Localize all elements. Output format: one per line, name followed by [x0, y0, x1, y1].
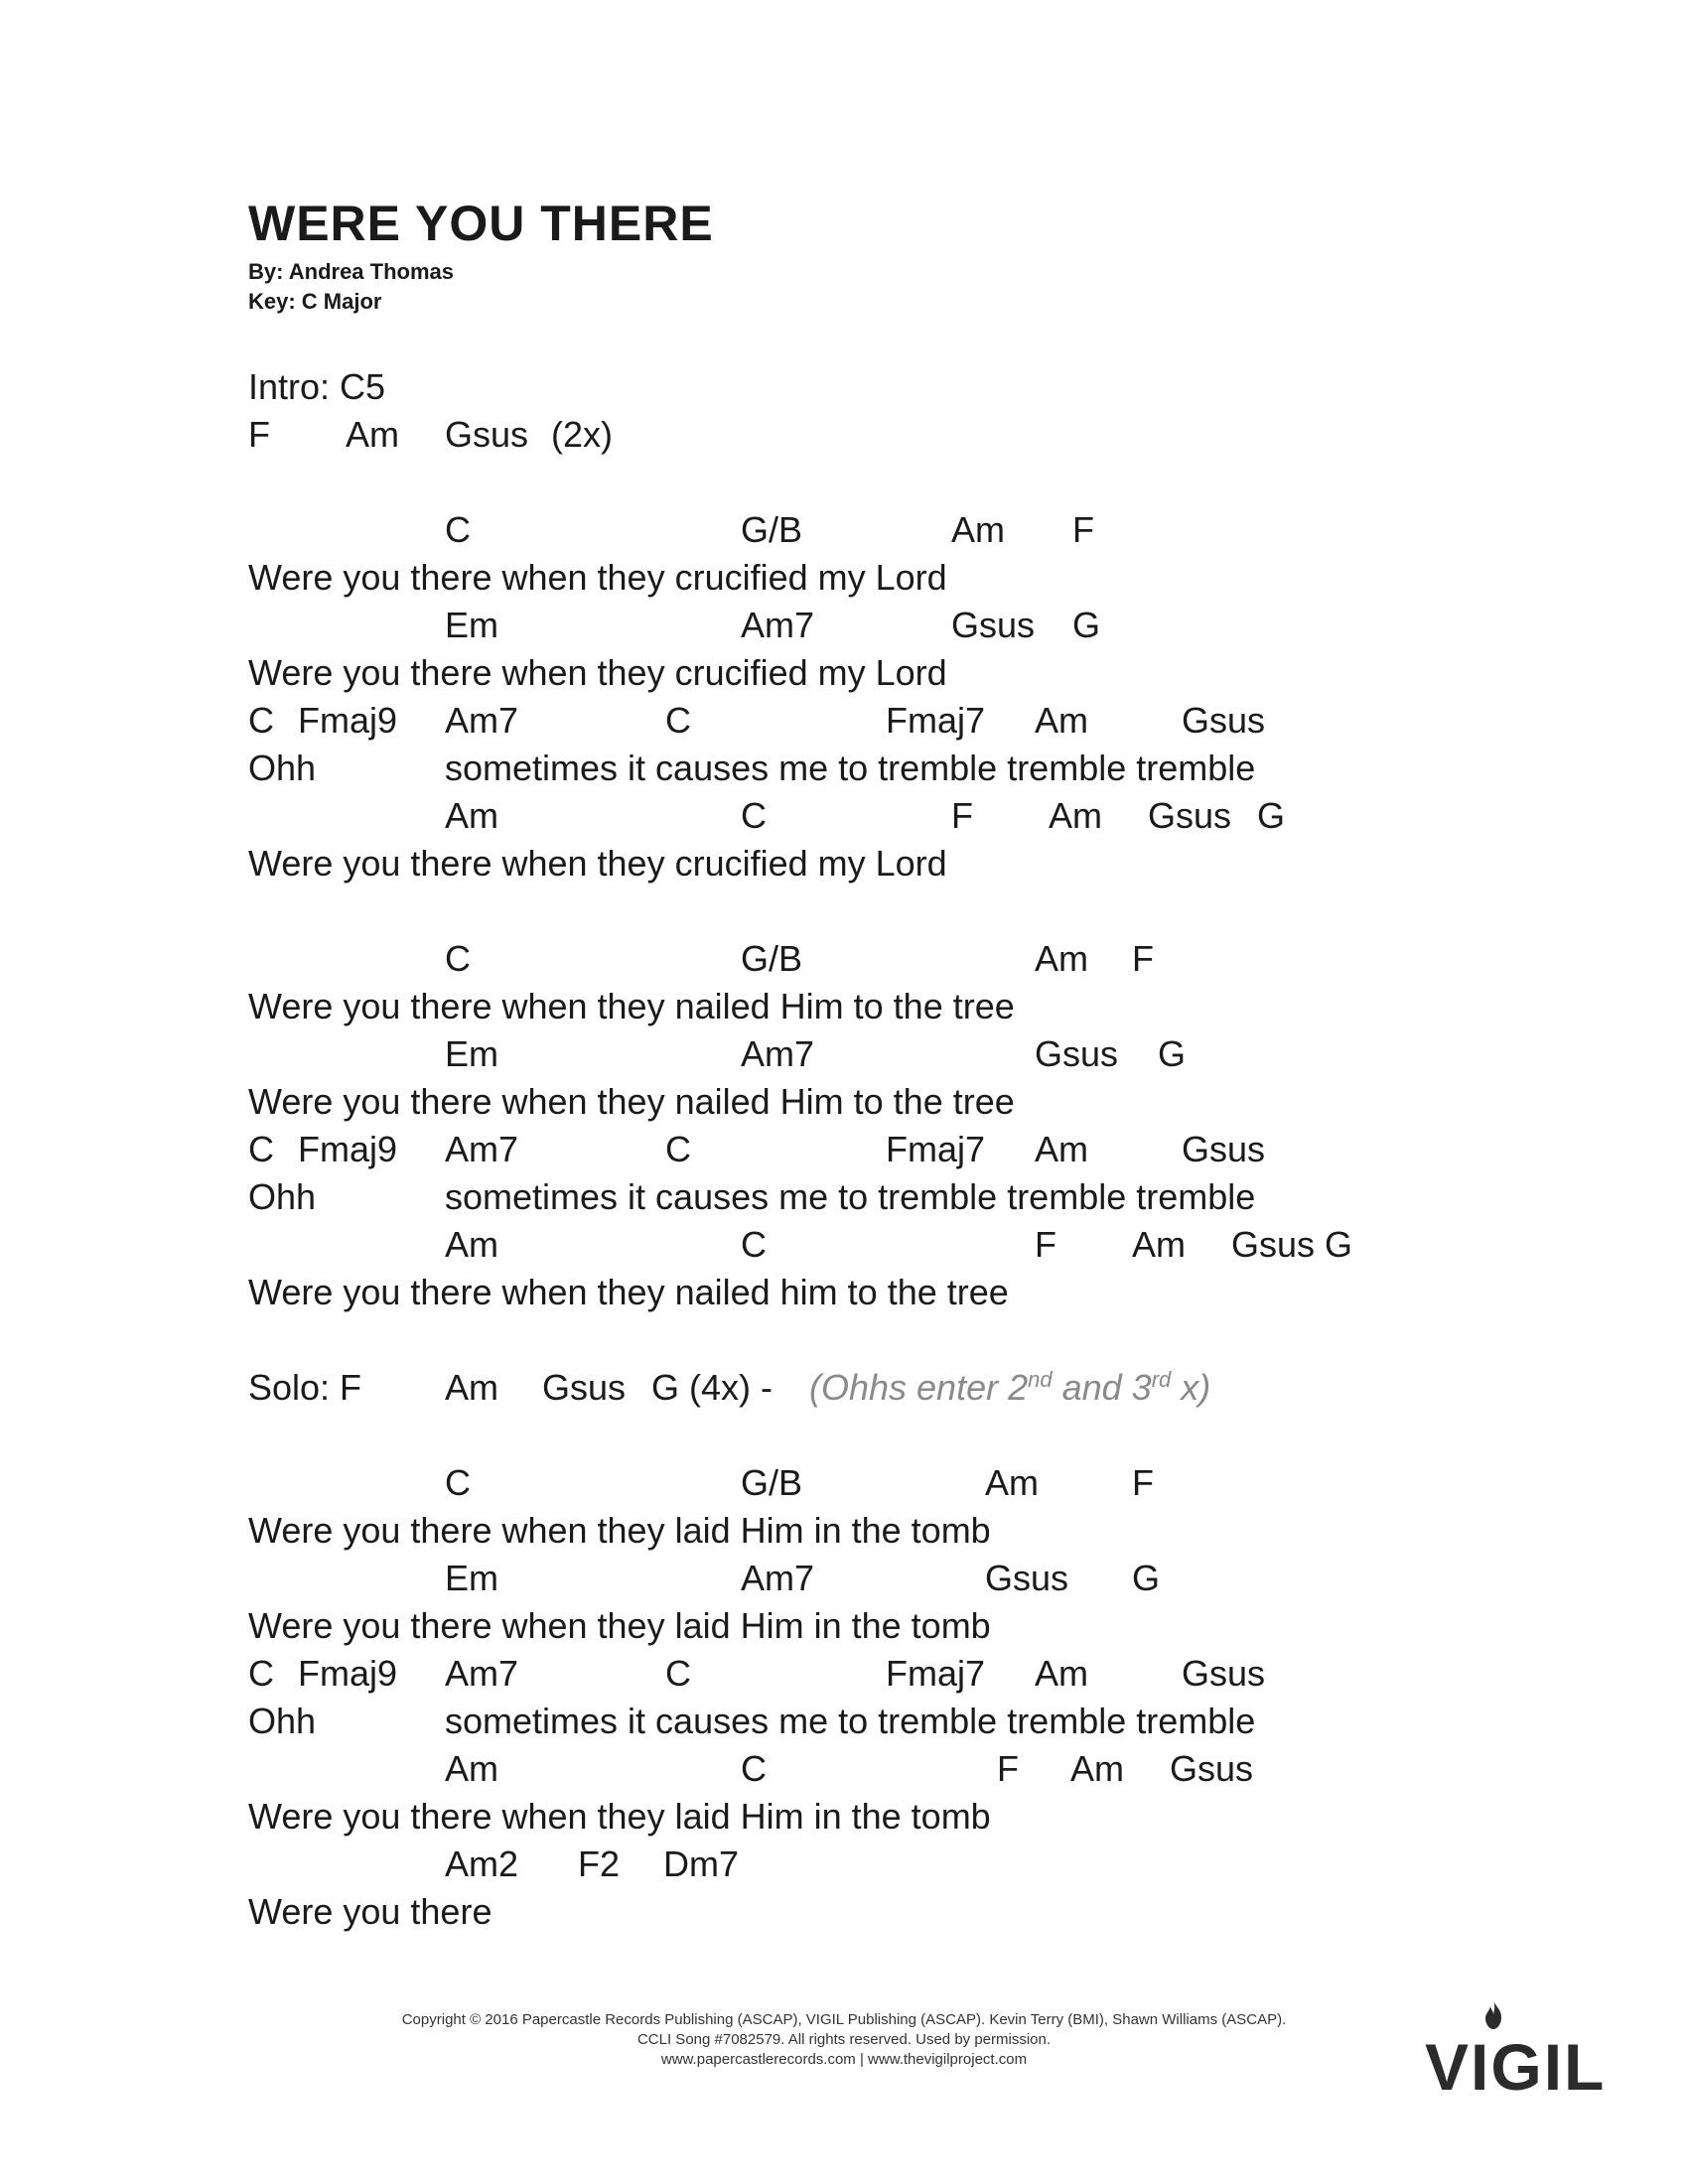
chord: Fmaj9: [298, 700, 398, 741]
copyright-footer: [338, 2010, 1350, 2070]
chord: Gsus: [985, 1558, 1069, 1598]
lyric-line: Were you there when they laid Him in the tomb: [248, 1796, 991, 1837]
chord: Am: [1035, 1129, 1088, 1169]
chord: Am: [1132, 1224, 1186, 1265]
chord: Fmaj7: [886, 1653, 986, 1694]
website-links: www.papercastlerecords.com | www.thevigilproject.com: [660, 2051, 1028, 2068]
solo-note: [809, 1367, 1211, 1408]
chord: Gsus: [1148, 795, 1232, 836]
chord: Gsus: [1182, 1129, 1266, 1169]
chord: Gsus: [951, 605, 1036, 645]
ccli-line: CCLI Song #7082579. All rights reserved. Used by permission.: [636, 2031, 1052, 2048]
lyric-line: sometimes it causes me to tremble tremble tremble: [445, 1701, 1256, 1741]
chord: Am: [1070, 1748, 1124, 1789]
lyric-line: Were you there when they nailed him to the tree: [248, 1272, 1009, 1312]
chord: Gsus: [1182, 700, 1266, 741]
chord: Am7: [445, 700, 519, 741]
chord: Am2: [445, 1843, 519, 1884]
chord: (2x): [551, 414, 613, 455]
chord: F: [997, 1748, 1019, 1789]
chord: Fmaj9: [298, 1653, 398, 1694]
chord: Am7: [741, 1558, 815, 1598]
chord: Gsus: [542, 1367, 627, 1408]
solo-note-part: x): [1171, 1367, 1211, 1408]
flame-icon: [1481, 2000, 1505, 2030]
chord: C: [665, 700, 691, 741]
chord: Em: [445, 1558, 498, 1598]
chord: C: [445, 938, 471, 979]
chord: F2: [578, 1843, 621, 1884]
chord: Am: [951, 509, 1005, 550]
chord: Gsus: [1035, 1033, 1119, 1074]
chord: Am: [445, 1748, 498, 1789]
lyric-line: Were you there when they nailed Him to the tree: [248, 986, 1015, 1026]
solo-label: Solo: F: [248, 1367, 362, 1408]
chord: C: [665, 1653, 691, 1694]
chord: C: [445, 1462, 471, 1503]
logo-wordmark: VIGIL: [1425, 2030, 1607, 2104]
lyric-line: Ohh: [248, 748, 317, 788]
chord: C: [248, 1129, 274, 1169]
chord: Fmaj9: [298, 1129, 398, 1169]
chord: Gsus: [1182, 1653, 1266, 1694]
chord: Em: [445, 605, 498, 645]
chord: G: [1072, 605, 1101, 645]
chord: C: [248, 700, 274, 741]
solo-note-part: and 3: [1052, 1367, 1152, 1408]
chord: F: [1035, 1224, 1056, 1265]
chord: Gsus: [1170, 1748, 1254, 1789]
chord: C: [445, 509, 471, 550]
chord: Fmaj7: [886, 700, 986, 741]
chord: Am: [1035, 1653, 1088, 1694]
song-title: WERE YOU THERE: [248, 196, 714, 251]
chord: F: [248, 414, 270, 455]
chord: G/B: [741, 1462, 803, 1503]
chord: F: [1072, 509, 1094, 550]
lyric-line: sometimes it causes me to tremble tremble tremble: [445, 1176, 1256, 1217]
chord: G/B: [741, 938, 803, 979]
chord: G: [1257, 795, 1286, 836]
chord: Am7: [741, 605, 815, 645]
chord: Am7: [445, 1653, 519, 1694]
intro-label: Intro: C5: [248, 366, 386, 407]
chord: F: [951, 795, 973, 836]
ordinal-suffix: nd: [1028, 1367, 1053, 1392]
vigil-logo: [1425, 2000, 1607, 2104]
lyric-line: Were you there when they laid Him in the tomb: [248, 1605, 991, 1646]
lyric-line: Were you there when they nailed Him to the tree: [248, 1081, 1015, 1122]
chord: Am: [445, 795, 498, 836]
chord: G: [1158, 1033, 1187, 1074]
chord: Dm7: [663, 1843, 740, 1884]
lyric-line: Were you there when they crucified my Lord: [248, 652, 947, 693]
copyright-line: Copyright © 2016 Papercastle Records Publishing (ASCAP), VIGIL Publishing (ASCAP). Kevin Terry (BMI), Shawn Williams (ASCAP).: [401, 2011, 1287, 2028]
author-line: By: Andrea Thomas: [248, 259, 455, 284]
lyric-line: sometimes it causes me to tremble tremble tremble: [445, 748, 1256, 788]
chord: G/B: [741, 509, 803, 550]
solo-note-part: (Ohhs enter 2: [809, 1367, 1029, 1408]
chord: F: [1132, 1462, 1154, 1503]
chord: Am7: [741, 1033, 815, 1074]
lyric-line: Were you there: [248, 1891, 492, 1932]
chord: C: [741, 1748, 767, 1789]
chord: Gsus G: [1231, 1224, 1353, 1265]
chord: G (4x) -: [651, 1367, 773, 1408]
key-line: Key: C Major: [248, 289, 382, 314]
lyric-line: Ohh: [248, 1176, 317, 1217]
chord: Am: [1035, 700, 1088, 741]
chord: C: [741, 795, 767, 836]
chord: Am: [1049, 795, 1102, 836]
chord: C: [665, 1129, 691, 1169]
chord: Am: [346, 414, 399, 455]
chord: C: [248, 1653, 274, 1694]
chord: Em: [445, 1033, 498, 1074]
ordinal-suffix: rd: [1151, 1367, 1172, 1392]
lyric-line: Were you there when they crucified my Lord: [248, 843, 947, 884]
lyric-line: Were you there when they laid Him in the tomb: [248, 1510, 991, 1551]
chord: Fmaj7: [886, 1129, 986, 1169]
chord: C: [741, 1224, 767, 1265]
chord: G: [1132, 1558, 1161, 1598]
lyric-line: Ohh: [248, 1701, 317, 1741]
chord: Am: [1035, 938, 1088, 979]
chord: Am: [445, 1367, 498, 1408]
lyric-line: Were you there when they crucified my Lord: [248, 557, 947, 598]
chord: Am: [985, 1462, 1039, 1503]
chord: Gsus: [445, 414, 529, 455]
chord: Am: [445, 1224, 498, 1265]
chord: Am7: [445, 1129, 519, 1169]
chord: F: [1132, 938, 1154, 979]
